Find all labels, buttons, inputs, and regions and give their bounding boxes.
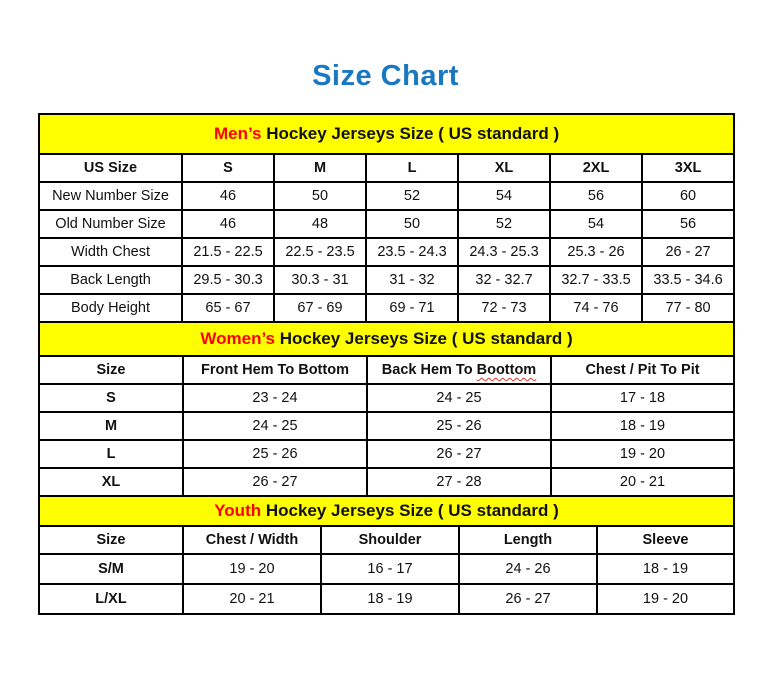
data-cell: 52 [366, 182, 458, 210]
row-label: S/M [39, 554, 183, 584]
data-cell: 24 - 25 [367, 384, 551, 412]
col-header: Length [459, 526, 597, 554]
table-row [39, 412, 734, 440]
data-cell: 26 - 27 [183, 468, 367, 496]
data-cell: 56 [550, 182, 642, 210]
col-header: 2XL [550, 154, 642, 182]
table-row [39, 526, 734, 554]
page-title: Size Chart [312, 60, 459, 92]
data-cell: 25 - 26 [367, 412, 551, 440]
data-cell: 17 - 18 [551, 384, 734, 412]
col-header: Sleeve [597, 526, 734, 554]
misspelled-word: Boottom [476, 362, 537, 378]
row-label: Back Length [39, 266, 182, 294]
data-cell: 46 [182, 210, 274, 238]
data-cell: 25 - 26 [183, 440, 367, 468]
data-cell: 56 [642, 210, 734, 238]
table-row [39, 584, 734, 614]
data-cell: 21.5 - 22.5 [182, 238, 274, 266]
row-label: L [39, 440, 183, 468]
data-cell: 32 - 32.7 [458, 266, 550, 294]
data-cell: 26 - 27 [642, 238, 734, 266]
data-cell: 52 [458, 210, 550, 238]
col-header: Chest / Pit To Pit [551, 356, 734, 384]
table-row [39, 440, 734, 468]
data-cell: 33.5 - 34.6 [642, 266, 734, 294]
data-cell: 50 [274, 182, 366, 210]
womens-section-title-highlight: Women’s [200, 329, 275, 348]
youth-size-table [38, 495, 735, 615]
col-header-with-typo [367, 356, 551, 384]
data-cell: 69 - 71 [366, 294, 458, 322]
data-cell: 24 - 25 [183, 412, 367, 440]
data-cell: 67 - 69 [274, 294, 366, 322]
row-label: New Number Size [39, 182, 182, 210]
row-label: L/XL [39, 584, 183, 614]
data-cell: 22.5 - 23.5 [274, 238, 366, 266]
womens-section-title [39, 322, 734, 356]
table-row [39, 154, 734, 182]
data-cell: 54 [550, 210, 642, 238]
col-header: XL [458, 154, 550, 182]
row-label: Old Number Size [39, 210, 182, 238]
youth-section-title [39, 496, 734, 526]
mens-section-title [39, 114, 734, 154]
data-cell: 18 - 19 [321, 584, 459, 614]
data-cell: 29.5 - 30.3 [182, 266, 274, 294]
womens-section-title-rest: Hockey Jerseys Size ( US standard ) [275, 329, 573, 348]
data-cell: 54 [458, 182, 550, 210]
table-row [39, 496, 734, 526]
data-cell: 20 - 21 [183, 584, 321, 614]
data-cell: 19 - 20 [551, 440, 734, 468]
table-row [39, 114, 734, 154]
mens-size-table [38, 113, 735, 323]
data-cell: 65 - 67 [182, 294, 274, 322]
col-header: S [182, 154, 274, 182]
data-cell: 31 - 32 [366, 266, 458, 294]
row-label: Width Chest [39, 238, 182, 266]
data-cell: 26 - 27 [459, 584, 597, 614]
table-row [39, 322, 734, 356]
col-header: Front Hem To Bottom [183, 356, 367, 384]
row-label: S [39, 384, 183, 412]
data-cell: 20 - 21 [551, 468, 734, 496]
data-cell: 19 - 20 [597, 584, 734, 614]
data-cell: 25.3 - 26 [550, 238, 642, 266]
data-cell: 27 - 28 [367, 468, 551, 496]
mens-section-title-rest: Hockey Jerseys Size ( US standard ) [261, 124, 560, 143]
row-label: XL [39, 468, 183, 496]
data-cell: 18 - 19 [551, 412, 734, 440]
data-cell: 77 - 80 [642, 294, 734, 322]
data-cell: 72 - 73 [458, 294, 550, 322]
table-row [39, 182, 734, 210]
data-cell: 60 [642, 182, 734, 210]
data-cell: 24 - 26 [459, 554, 597, 584]
mens-section-title-highlight: Men’s [213, 124, 262, 143]
col-header: 3XL [642, 154, 734, 182]
data-cell: 50 [366, 210, 458, 238]
table-row [39, 266, 734, 294]
data-cell: 23.5 - 24.3 [366, 238, 458, 266]
table-row [39, 238, 734, 266]
size-chart-document [38, 0, 733, 615]
data-cell: 18 - 19 [597, 554, 734, 584]
col-header: M [274, 154, 366, 182]
col-header: L [366, 154, 458, 182]
row-label: Body Height [39, 294, 182, 322]
col-header: Shoulder [321, 526, 459, 554]
col-header: US Size [39, 154, 182, 182]
col-header: Size [39, 526, 183, 554]
table-row [39, 210, 734, 238]
youth-section-title-rest: Hockey Jerseys Size ( US standard ) [261, 501, 559, 520]
data-cell: 74 - 76 [550, 294, 642, 322]
row-label: M [39, 412, 183, 440]
data-cell: 48 [274, 210, 366, 238]
table-row [39, 294, 734, 322]
youth-section-title-highlight: Youth [214, 501, 262, 520]
data-cell: 30.3 - 31 [274, 266, 366, 294]
table-row [39, 384, 734, 412]
data-cell: 19 - 20 [183, 554, 321, 584]
col-header-prefix: Back Hem To [381, 362, 477, 378]
table-row [39, 356, 734, 384]
col-header: Chest / Width [183, 526, 321, 554]
data-cell: 16 - 17 [321, 554, 459, 584]
data-cell: 32.7 - 33.5 [550, 266, 642, 294]
table-row [39, 468, 734, 496]
womens-size-table [38, 321, 735, 497]
table-row [39, 554, 734, 584]
data-cell: 24.3 - 25.3 [458, 238, 550, 266]
col-header: Size [39, 356, 183, 384]
data-cell: 26 - 27 [367, 440, 551, 468]
data-cell: 46 [182, 182, 274, 210]
data-cell: 23 - 24 [183, 384, 367, 412]
